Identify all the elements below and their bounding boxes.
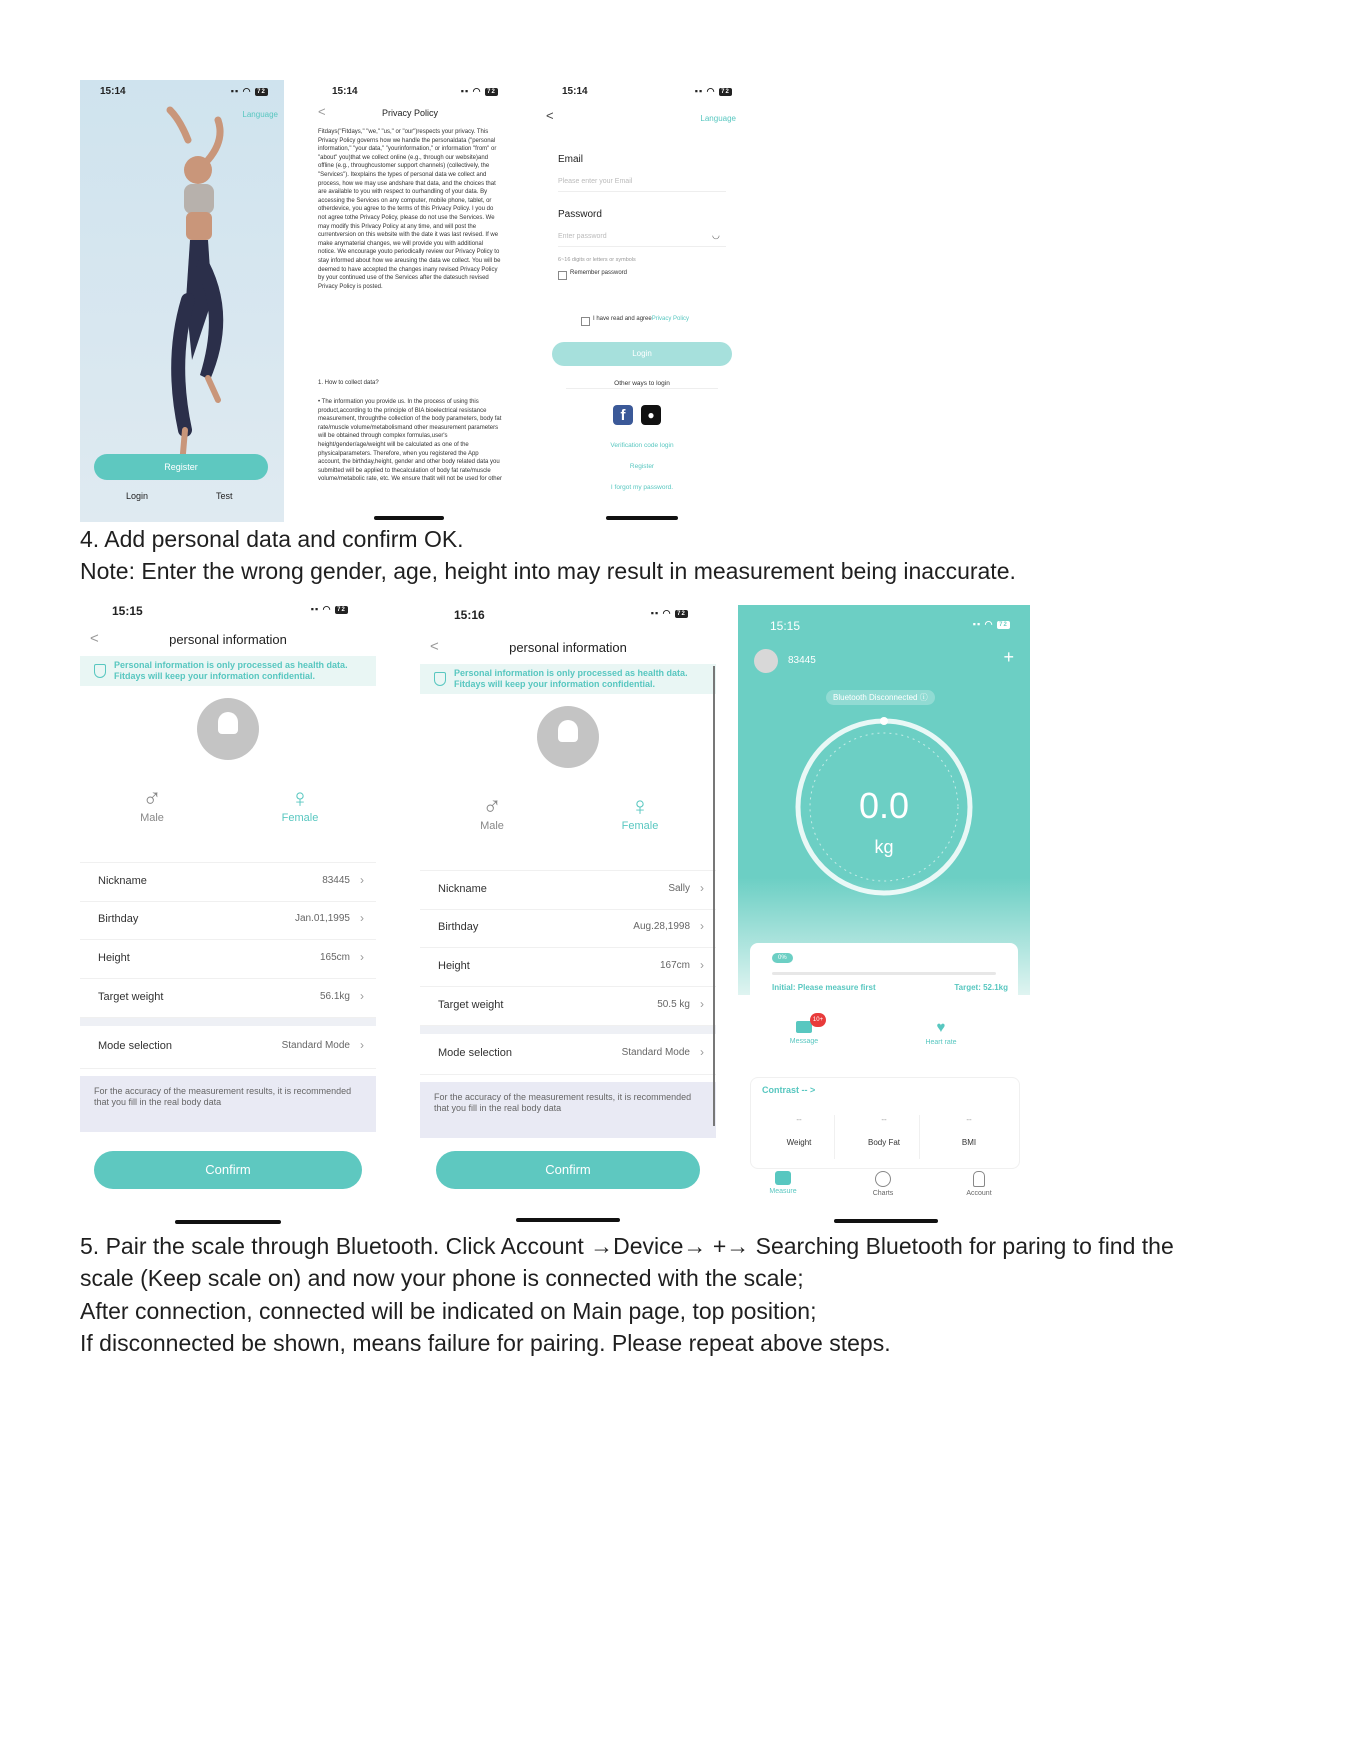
heart-rate-label: Heart rate bbox=[925, 1039, 957, 1046]
chevron-right-icon: › bbox=[360, 1038, 364, 1052]
metric-body-fat bbox=[849, 1115, 920, 1159]
female-label: Female bbox=[621, 820, 659, 832]
step-5-text-line1: 5. Pair the scale through Bluetooth. Click Account →Device→ +→ Searching Bluetooth for paring to find the bbox=[80, 1233, 1174, 1259]
remember-checkbox[interactable] bbox=[558, 271, 567, 280]
metric-value: -- bbox=[881, 1115, 887, 1124]
chart-icon bbox=[875, 1171, 891, 1187]
email-field[interactable]: Please enter your Email bbox=[558, 178, 726, 192]
height-row[interactable] bbox=[80, 940, 376, 979]
nickname-row[interactable] bbox=[420, 870, 716, 910]
step-4-text: 4. Add personal data and confirm OK. bbox=[80, 526, 464, 552]
status-time: 15:16 bbox=[454, 608, 485, 622]
row-value: Standard Mode bbox=[281, 1040, 350, 1051]
other-ways-divider bbox=[566, 388, 718, 389]
signal-wifi-icon: ▪▪ ◠ 72 bbox=[461, 86, 498, 97]
battery-icon: 72 bbox=[719, 88, 732, 96]
personal-info-screen-2 bbox=[420, 598, 716, 1228]
chevron-right-icon: › bbox=[700, 958, 704, 972]
battery-icon: 72 bbox=[335, 606, 348, 614]
tab-charts[interactable] bbox=[856, 1171, 910, 1197]
female-icon: ♀ bbox=[630, 791, 650, 821]
policy-body: Fitdays("Fitdays," "we," "us," or "our")respects your privacy. This Privacy Policy governs how we handle the personaldata ("personal information," "your data," "yourinformation," or information "from" or "about" you)that we collect online (e.g., through our website)and offline (e.g., throughcustomer support channels) (collectively, the "Services"). Itexplains the types of personal data we collect and process, how we may use andshare that data, and the choices that are available to you with respect to ourhandling of your data. By accessing the Services on any computer, mobile phone, tablet, or otherdevice, you agree to the terms of this Privacy Policy. I you do not agree tothe Privacy Policy, please do not use the Services. We may modify this Privacy Policy at any time, and will post the currentversion on this website with the date it was last revised. If we make anymaterial changes, we will provide you with additional notice. We encourage youto periodically review our Privacy Policy to stay informed about how we areusing the data we collect. You will be deemed to have accepted the changes inany revised Privacy Policy by your continued use of the Services after the datesuch revised Privacy Policy is posted. bbox=[318, 129, 501, 290]
accuracy-note: For the accuracy of the measurement results, it is recommended that you fill in the real body data bbox=[420, 1082, 716, 1138]
page-title: personal information bbox=[509, 640, 627, 655]
mode-selection-row[interactable] bbox=[80, 1026, 376, 1069]
battery-icon: 72 bbox=[997, 621, 1010, 629]
signal-wifi-icon: ▪▪ ◠ 72 bbox=[973, 619, 1010, 630]
facebook-icon[interactable]: f bbox=[613, 405, 633, 425]
chevron-right-icon: › bbox=[360, 989, 364, 1003]
scale-icon bbox=[775, 1171, 791, 1185]
back-chevron-icon[interactable]: < bbox=[546, 108, 554, 123]
tab-label: Measure bbox=[769, 1188, 797, 1195]
metric-label: Body Fat bbox=[867, 1138, 900, 1147]
step-5-text-line4: If disconnected be shown, means failure for pairing. Please repeat above steps. bbox=[80, 1330, 891, 1356]
privacy-banner bbox=[420, 664, 716, 694]
chevron-right-icon: › bbox=[700, 919, 704, 933]
apple-icon[interactable]: ● bbox=[641, 405, 661, 425]
privacy-policy-screen bbox=[306, 80, 514, 522]
metric-label: Weight bbox=[786, 1138, 812, 1147]
status-bar bbox=[306, 86, 514, 102]
row-label: Target weight bbox=[98, 991, 164, 1003]
signal-wifi-icon: ▪▪ ◠ 72 bbox=[651, 608, 688, 619]
male-icon: ♂ bbox=[142, 783, 162, 813]
mode-selection-row[interactable] bbox=[420, 1034, 716, 1075]
status-time: 15:14 bbox=[562, 86, 588, 97]
accuracy-note: For the accuracy of the measurement results, it is recommended that you fill in the real body data bbox=[80, 1076, 376, 1132]
register-link[interactable]: Register bbox=[629, 463, 655, 470]
login-button[interactable]: Login bbox=[552, 342, 732, 366]
battery-icon: 72 bbox=[485, 88, 498, 96]
male-label: Male bbox=[480, 820, 504, 832]
add-plus-icon[interactable]: + bbox=[1003, 647, 1014, 667]
row-value: 167cm bbox=[659, 960, 690, 971]
privacy-policy-link[interactable]: Privacy Policy bbox=[651, 316, 690, 322]
chevron-right-icon: › bbox=[700, 997, 704, 1011]
signal-wifi-icon: ▪▪ ◠ 72 bbox=[311, 604, 348, 615]
status-bar bbox=[420, 608, 716, 624]
home-indicator bbox=[516, 1218, 620, 1222]
user-name[interactable]: 83445 bbox=[788, 655, 816, 666]
gender-female-option[interactable] bbox=[270, 784, 330, 824]
status-time: 15:14 bbox=[332, 86, 358, 97]
home-indicator bbox=[834, 1219, 938, 1223]
row-value: Sally bbox=[668, 883, 690, 894]
password-hint: 6~16 digits or letters or symbols bbox=[558, 257, 636, 263]
birthday-row[interactable] bbox=[420, 909, 716, 948]
back-chevron-icon[interactable]: < bbox=[318, 104, 326, 119]
agree-prefix: I have read and agree bbox=[593, 316, 652, 322]
back-chevron-icon[interactable]: < bbox=[90, 630, 99, 647]
confirm-button[interactable]: Confirm bbox=[436, 1151, 700, 1189]
home-indicator bbox=[175, 1220, 281, 1224]
metric-label: BMI bbox=[961, 1138, 977, 1147]
home-indicator bbox=[374, 516, 444, 520]
password-label: Password bbox=[558, 209, 602, 220]
height-row[interactable] bbox=[420, 948, 716, 987]
male-label: Male bbox=[140, 812, 164, 824]
nickname-row[interactable] bbox=[80, 862, 376, 902]
birthday-row[interactable] bbox=[80, 901, 376, 940]
privacy-banner-text: Personal information is only processed as health data. Fitdays will keep your information confidential. bbox=[114, 660, 348, 681]
row-value: Standard Mode bbox=[621, 1047, 690, 1058]
shield-icon bbox=[94, 664, 106, 678]
metric-bmi bbox=[934, 1115, 1004, 1159]
metric-weight bbox=[764, 1115, 835, 1159]
bluetooth-status-badge[interactable]: Bluetooth Disconnected ⓘ bbox=[826, 690, 935, 705]
row-value: Aug.28,1998 bbox=[633, 921, 690, 932]
step-5-text-line3: After connection, connected will be indicated on Main page, top position; bbox=[80, 1298, 817, 1324]
tab-label: Account bbox=[966, 1190, 992, 1197]
login-screen bbox=[536, 80, 748, 522]
weight-unit: kg bbox=[874, 837, 894, 857]
row-label: Height bbox=[438, 960, 470, 972]
notification-badge: 10+ bbox=[810, 1013, 826, 1027]
back-chevron-icon[interactable]: < bbox=[430, 638, 439, 655]
target-weight-text: Target: 52.1kg bbox=[954, 983, 1008, 992]
row-value: 56.1kg bbox=[319, 991, 350, 1002]
progress-badge: 0% bbox=[772, 953, 793, 963]
row-label: Target weight bbox=[438, 999, 504, 1011]
register-button[interactable]: Register bbox=[94, 454, 268, 480]
row-value: 165cm bbox=[319, 952, 350, 963]
password-field[interactable]: Enter password bbox=[558, 233, 726, 247]
status-time: 15:15 bbox=[112, 604, 143, 618]
progress-track bbox=[772, 972, 996, 975]
male-icon: ♂ bbox=[482, 791, 502, 821]
fitness-model-image bbox=[100, 100, 270, 480]
measure-home-screen bbox=[738, 605, 1030, 1229]
gender-male-option[interactable] bbox=[122, 784, 182, 824]
row-value: 83445 bbox=[322, 875, 350, 886]
chevron-right-icon: › bbox=[360, 911, 364, 925]
row-value: Jan.01,1995 bbox=[294, 913, 350, 924]
row-label: Birthday bbox=[438, 921, 479, 933]
female-icon: ♀ bbox=[290, 783, 310, 813]
battery-icon: 72 bbox=[255, 88, 268, 96]
avatar[interactable] bbox=[537, 706, 599, 768]
target-weight-row[interactable] bbox=[80, 979, 376, 1018]
signal-wifi-icon: ▪▪ ◠ 72 bbox=[695, 86, 732, 97]
status-time: 15:15 bbox=[770, 619, 801, 633]
privacy-banner-text: Personal information is only processed as health data. Fitdays will keep your information confidential. bbox=[454, 668, 688, 689]
female-label: Female bbox=[281, 812, 319, 824]
tab-measure[interactable] bbox=[756, 1171, 810, 1195]
language-link[interactable]: Language bbox=[242, 110, 278, 119]
tab-label: Charts bbox=[872, 1190, 894, 1197]
person-icon bbox=[973, 1171, 985, 1187]
gender-male-option[interactable] bbox=[462, 792, 522, 832]
user-avatar[interactable] bbox=[754, 649, 778, 673]
row-label: Mode selection bbox=[98, 1040, 172, 1052]
other-ways-label: Other ways to login bbox=[612, 380, 672, 388]
heart-icon: ♥ bbox=[936, 1019, 946, 1036]
initial-weight-text: Initial: Please measure first bbox=[772, 983, 876, 992]
note-text: Note: Enter the wrong gender, age, height into may result in measurement being inaccurate. bbox=[80, 558, 1016, 584]
chevron-right-icon: › bbox=[700, 881, 704, 895]
tab-account[interactable] bbox=[952, 1171, 1006, 1197]
splash-screen bbox=[80, 80, 284, 522]
chevron-right-icon: › bbox=[360, 950, 364, 964]
row-label: Mode selection bbox=[438, 1047, 512, 1059]
page-title: Privacy Policy bbox=[381, 108, 438, 118]
login-link[interactable]: Login bbox=[126, 491, 149, 501]
chevron-right-icon: › bbox=[700, 1045, 704, 1059]
agree-text bbox=[593, 316, 689, 322]
row-label: Nickname bbox=[438, 883, 487, 895]
message-label: Message bbox=[789, 1038, 819, 1045]
row-label: Nickname bbox=[98, 875, 147, 887]
forgot-password-link[interactable]: I forgot my password. bbox=[610, 484, 674, 491]
gender-female-option[interactable] bbox=[610, 792, 670, 832]
signal-wifi-icon: ▪▪ ◠ 72 bbox=[231, 86, 268, 97]
row-label: Height bbox=[98, 952, 130, 964]
agree-checkbox[interactable] bbox=[581, 317, 590, 326]
metric-value: -- bbox=[966, 1115, 972, 1124]
metric-value: -- bbox=[796, 1115, 802, 1124]
language-link[interactable]: Language bbox=[700, 114, 736, 123]
verification-code-login-link[interactable]: Verification code login bbox=[610, 442, 674, 449]
row-value: 50.5 kg bbox=[657, 999, 690, 1010]
email-label: Email bbox=[558, 154, 584, 165]
avatar[interactable] bbox=[197, 698, 259, 760]
step-5-text-line2: scale (Keep scale on) and now your phone is connected with the scale; bbox=[80, 1265, 804, 1291]
section-divider bbox=[420, 1026, 716, 1034]
status-bar bbox=[80, 604, 376, 620]
personal-info-screen-1 bbox=[80, 598, 376, 1228]
shield-icon bbox=[434, 672, 446, 686]
policy-section-body: • The information you provide us. In the process of using this product,according to the principle of BIA bioelectrical resistance measurement, throughthe collection of the body parameters, body fat rate/muscle volume/metabolismand other measurement parameters will be obtained through complex formulas,user's height/gender/age/weight will be calculated as one of the physicalparameters. Therefore, when you registered the App account, the birthday,height, gender and other body related data you submitted will be applied to thecalculation of body fat rate/muscle volume/metabolic rate, etc. We ensure thatit will not be used for other bbox=[318, 399, 502, 483]
chevron-right-icon: › bbox=[360, 873, 364, 887]
battery-icon: 72 bbox=[675, 610, 688, 618]
section-divider bbox=[80, 1018, 376, 1026]
contrast-link[interactable]: Contrast -- > bbox=[762, 1085, 816, 1095]
confirm-button[interactable]: Confirm bbox=[94, 1151, 362, 1189]
page-title: personal information bbox=[169, 632, 287, 647]
home-indicator bbox=[606, 516, 678, 520]
status-bar bbox=[738, 619, 1030, 635]
test-link[interactable]: Test bbox=[216, 491, 233, 501]
scrollbar[interactable] bbox=[713, 666, 715, 1126]
target-weight-row[interactable] bbox=[420, 987, 716, 1026]
policy-section-title: 1. How to collect data? bbox=[318, 380, 379, 386]
status-time: 15:14 bbox=[100, 86, 126, 97]
privacy-banner bbox=[80, 656, 376, 686]
row-label: Birthday bbox=[98, 913, 139, 925]
status-bar bbox=[536, 86, 748, 102]
eye-toggle-icon[interactable]: ◡ bbox=[712, 230, 720, 240]
remember-label: Remember password bbox=[570, 270, 628, 276]
heart-rate-button[interactable] bbox=[916, 1021, 966, 1046]
weight-value: 0.0 bbox=[858, 785, 910, 826]
